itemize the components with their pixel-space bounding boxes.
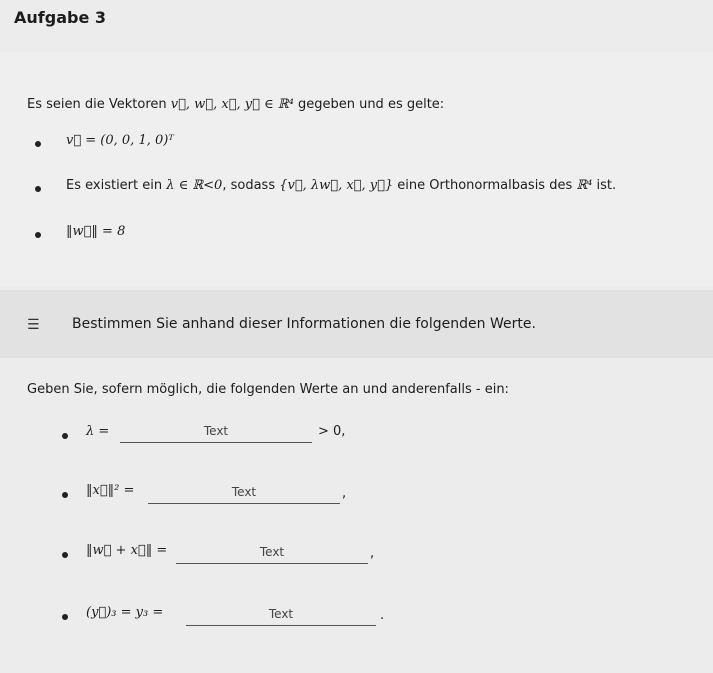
norm-w-plus-x-input[interactable]: [176, 545, 368, 564]
intro-text-before: Es seien die Vektoren: [27, 97, 171, 112]
question-lambda-suffix: > 0,: [318, 424, 346, 439]
condition-basis-set: {v⃗, λw⃗, x⃗, y⃗}: [279, 178, 394, 193]
condition-text-before: Es existiert ein: [66, 178, 167, 193]
question-y3-suffix: .: [380, 608, 385, 623]
intro-text: [27, 97, 444, 112]
task-text: Bestimmen Sie anhand dieser Informationen die folgenden Werte.: [72, 316, 536, 332]
bullet-icon: [62, 614, 68, 620]
norm-x-squared-input[interactable]: [148, 485, 340, 504]
lambda-input-placeholder: Text: [203, 424, 229, 438]
condition-space: ℝ⁴: [576, 178, 593, 193]
norm-wx-input-placeholder: Text: [259, 545, 285, 559]
question-norm-x-label: ‖x⃗‖² =: [86, 483, 135, 498]
bullet-icon: [62, 552, 68, 558]
problem-statement-panel: [0, 52, 713, 287]
norm-x-input-placeholder: Text: [231, 485, 257, 499]
bullet-icon: [35, 141, 41, 147]
question-norm-x-suffix: ,: [342, 486, 347, 501]
instruction-text: Geben Sie, sofern möglich, die folgenden Werte an und anderenfalls - ein:: [27, 382, 509, 397]
condition-lambda-domain: λ ∈ ℝ<0: [166, 178, 223, 193]
bullet-icon: [62, 433, 68, 439]
question-norm-wx-label: ‖w⃗ + x⃗‖ =: [86, 543, 168, 558]
condition-text-after: eine Orthonormalbasis des: [393, 178, 577, 193]
question-norm-wx-suffix: ,: [370, 546, 375, 561]
page-title: Aufgabe 3: [14, 8, 106, 27]
condition-v: v⃗ = (0, 0, 1, 0)ᵀ: [66, 133, 174, 148]
condition-text-end: ist.: [592, 178, 617, 193]
intro-vectors: v⃗, w⃗, x⃗, y⃗ ∈ ℝ⁴: [170, 97, 294, 112]
condition-text-middle: , sodass: [222, 178, 280, 193]
bullet-icon: [35, 186, 41, 192]
bullet-icon: [35, 232, 41, 238]
list-icon: ☰: [27, 317, 40, 333]
question-lambda-label: λ =: [86, 424, 110, 439]
question-y3-label: (y⃗)₃ = y₃ =: [86, 605, 164, 620]
condition-norm-w: ‖w⃗‖ = 8: [66, 224, 126, 239]
y3-input-placeholder: Text: [268, 607, 294, 621]
intro-text-after: gegeben und es gelte:: [293, 97, 445, 112]
bullet-icon: [62, 492, 68, 498]
lambda-input[interactable]: [120, 424, 312, 443]
condition-orthonormal: [66, 178, 616, 193]
y3-input[interactable]: [186, 607, 376, 626]
